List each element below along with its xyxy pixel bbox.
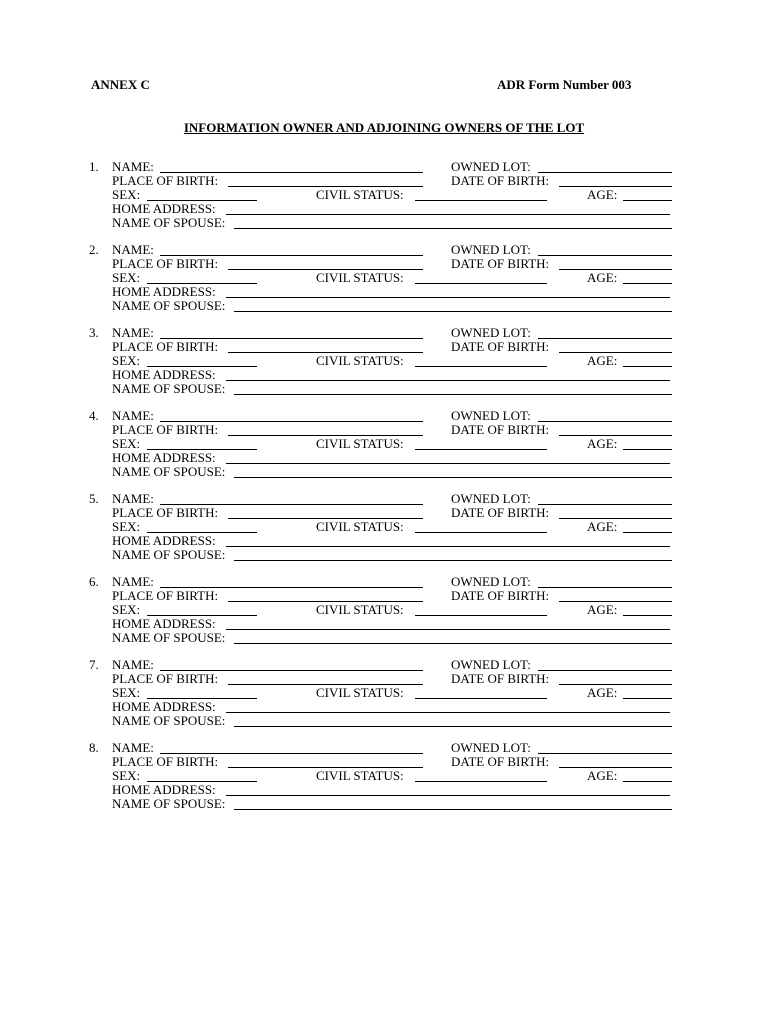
sex-row bbox=[0, 271, 768, 285]
owned-lot-field[interactable] bbox=[538, 670, 672, 671]
age-label: AGE: bbox=[587, 187, 618, 202]
name-of-spouse-field[interactable] bbox=[234, 643, 672, 644]
civil-status-label: CIVIL STATUS: bbox=[316, 353, 404, 368]
spouse-row bbox=[0, 465, 768, 479]
owner-entry bbox=[0, 243, 768, 313]
place-of-birth-label: PLACE OF BIRTH: bbox=[112, 588, 219, 603]
owned-lot-field[interactable] bbox=[538, 504, 672, 505]
entry-number: 1. bbox=[89, 159, 99, 174]
birth-row bbox=[0, 423, 768, 437]
age-field[interactable] bbox=[623, 449, 672, 450]
sex-label: SEX: bbox=[112, 602, 141, 617]
name-of-spouse-field[interactable] bbox=[234, 560, 672, 561]
sex-label: SEX: bbox=[112, 768, 141, 783]
owned-lot-field[interactable] bbox=[538, 587, 672, 588]
sex-label: SEX: bbox=[112, 187, 141, 202]
name-of-spouse-label: NAME OF SPOUSE: bbox=[112, 464, 226, 479]
age-label: AGE: bbox=[587, 270, 618, 285]
owner-entry bbox=[0, 492, 768, 562]
birth-row bbox=[0, 589, 768, 603]
name-of-spouse-field[interactable] bbox=[234, 809, 672, 810]
entry-number: 5. bbox=[89, 491, 99, 506]
sex-row bbox=[0, 520, 768, 534]
address-row bbox=[0, 202, 768, 216]
sex-label: SEX: bbox=[112, 353, 141, 368]
page-title-text: INFORMATION OWNER AND ADJOINING OWNERS OF THE LOT bbox=[183, 120, 585, 135]
place-of-birth-label: PLACE OF BIRTH: bbox=[112, 339, 219, 354]
name-label: NAME: bbox=[112, 408, 154, 423]
date-of-birth-label: DATE OF BIRTH: bbox=[451, 339, 550, 354]
home-address-field[interactable] bbox=[226, 795, 670, 796]
page-title bbox=[0, 120, 768, 136]
age-label: AGE: bbox=[587, 685, 618, 700]
address-row bbox=[0, 783, 768, 797]
owner-entry bbox=[0, 326, 768, 396]
place-of-birth-label: PLACE OF BIRTH: bbox=[112, 505, 219, 520]
age-field[interactable] bbox=[623, 283, 672, 284]
spouse-row bbox=[0, 216, 768, 230]
name-of-spouse-label: NAME OF SPOUSE: bbox=[112, 630, 226, 645]
sex-row bbox=[0, 603, 768, 617]
sex-row bbox=[0, 769, 768, 783]
place-of-birth-label: PLACE OF BIRTH: bbox=[112, 671, 219, 686]
birth-row bbox=[0, 672, 768, 686]
name-of-spouse-label: NAME OF SPOUSE: bbox=[112, 215, 226, 230]
civil-status-label: CIVIL STATUS: bbox=[316, 768, 404, 783]
name-label: NAME: bbox=[112, 657, 154, 672]
entry-number: 4. bbox=[89, 408, 99, 423]
name-of-spouse-field[interactable] bbox=[234, 726, 672, 727]
home-address-field[interactable] bbox=[226, 712, 670, 713]
annex-label: ANNEX C bbox=[91, 77, 150, 92]
entry-number: 6. bbox=[89, 574, 99, 589]
civil-status-label: CIVIL STATUS: bbox=[316, 602, 404, 617]
home-address-field[interactable] bbox=[226, 463, 670, 464]
sex-label: SEX: bbox=[112, 519, 141, 534]
age-label: AGE: bbox=[587, 353, 618, 368]
birth-row bbox=[0, 506, 768, 520]
home-address-label: HOME ADDRESS: bbox=[112, 616, 216, 631]
name-row bbox=[0, 658, 768, 672]
name-of-spouse-field[interactable] bbox=[234, 394, 672, 395]
spouse-row bbox=[0, 714, 768, 728]
name-of-spouse-label: NAME OF SPOUSE: bbox=[112, 298, 226, 313]
date-of-birth-label: DATE OF BIRTH: bbox=[451, 422, 550, 437]
owned-lot-label: OWNED LOT: bbox=[451, 574, 531, 589]
sex-label: SEX: bbox=[112, 685, 141, 700]
spouse-row bbox=[0, 382, 768, 396]
name-row bbox=[0, 326, 768, 340]
civil-status-label: CIVIL STATUS: bbox=[316, 187, 404, 202]
home-address-label: HOME ADDRESS: bbox=[112, 284, 216, 299]
name-of-spouse-field[interactable] bbox=[234, 311, 672, 312]
spouse-row bbox=[0, 631, 768, 645]
owned-lot-label: OWNED LOT: bbox=[451, 657, 531, 672]
civil-status-label: CIVIL STATUS: bbox=[316, 436, 404, 451]
sex-label: SEX: bbox=[112, 436, 141, 451]
name-label: NAME: bbox=[112, 159, 154, 174]
age-label: AGE: bbox=[587, 519, 618, 534]
name-of-spouse-field[interactable] bbox=[234, 228, 672, 229]
name-label: NAME: bbox=[112, 574, 154, 589]
entry-number: 3. bbox=[89, 325, 99, 340]
owner-entry bbox=[0, 658, 768, 728]
place-of-birth-label: PLACE OF BIRTH: bbox=[112, 422, 219, 437]
home-address-label: HOME ADDRESS: bbox=[112, 367, 216, 382]
owned-lot-field[interactable] bbox=[538, 255, 672, 256]
name-row bbox=[0, 575, 768, 589]
age-label: AGE: bbox=[587, 602, 618, 617]
name-row bbox=[0, 492, 768, 506]
date-of-birth-label: DATE OF BIRTH: bbox=[451, 505, 550, 520]
name-label: NAME: bbox=[112, 325, 154, 340]
age-label: AGE: bbox=[587, 768, 618, 783]
civil-status-label: CIVIL STATUS: bbox=[316, 685, 404, 700]
birth-row bbox=[0, 174, 768, 188]
age-field[interactable] bbox=[623, 532, 672, 533]
name-label: NAME: bbox=[112, 740, 154, 755]
age-field[interactable] bbox=[623, 200, 672, 201]
name-row bbox=[0, 741, 768, 755]
civil-status-field[interactable] bbox=[415, 366, 547, 367]
civil-status-field[interactable] bbox=[415, 200, 547, 201]
civil-status-field[interactable] bbox=[415, 449, 547, 450]
sex-row bbox=[0, 188, 768, 202]
age-field[interactable] bbox=[623, 615, 672, 616]
date-of-birth-label: DATE OF BIRTH: bbox=[451, 173, 550, 188]
civil-status-field[interactable] bbox=[415, 283, 547, 284]
name-of-spouse-label: NAME OF SPOUSE: bbox=[112, 547, 226, 562]
home-address-label: HOME ADDRESS: bbox=[112, 201, 216, 216]
sex-row bbox=[0, 354, 768, 368]
owned-lot-field[interactable] bbox=[538, 421, 672, 422]
owner-entry bbox=[0, 160, 768, 230]
name-row bbox=[0, 409, 768, 423]
owned-lot-field[interactable] bbox=[538, 338, 672, 339]
owned-lot-label: OWNED LOT: bbox=[451, 408, 531, 423]
civil-status-label: CIVIL STATUS: bbox=[316, 270, 404, 285]
home-address-label: HOME ADDRESS: bbox=[112, 782, 216, 797]
name-of-spouse-label: NAME OF SPOUSE: bbox=[112, 713, 226, 728]
age-field[interactable] bbox=[623, 366, 672, 367]
owned-lot-label: OWNED LOT: bbox=[451, 740, 531, 755]
spouse-row bbox=[0, 299, 768, 313]
name-label: NAME: bbox=[112, 491, 154, 506]
date-of-birth-label: DATE OF BIRTH: bbox=[451, 754, 550, 769]
address-row bbox=[0, 368, 768, 382]
owner-entry bbox=[0, 409, 768, 479]
civil-status-field[interactable] bbox=[415, 781, 547, 782]
address-row bbox=[0, 285, 768, 299]
home-address-field[interactable] bbox=[226, 214, 670, 215]
owner-entry bbox=[0, 741, 768, 811]
name-of-spouse-field[interactable] bbox=[234, 477, 672, 478]
form-number: ADR Form Number 003 bbox=[497, 77, 632, 92]
owned-lot-field[interactable] bbox=[538, 172, 672, 173]
place-of-birth-label: PLACE OF BIRTH: bbox=[112, 256, 219, 271]
name-row bbox=[0, 243, 768, 257]
date-of-birth-label: DATE OF BIRTH: bbox=[451, 256, 550, 271]
date-of-birth-label: DATE OF BIRTH: bbox=[451, 588, 550, 603]
civil-status-field[interactable] bbox=[415, 698, 547, 699]
owned-lot-field[interactable] bbox=[538, 753, 672, 754]
home-address-field[interactable] bbox=[226, 297, 670, 298]
owned-lot-label: OWNED LOT: bbox=[451, 325, 531, 340]
spouse-row bbox=[0, 548, 768, 562]
name-row bbox=[0, 160, 768, 174]
home-address-field[interactable] bbox=[226, 546, 670, 547]
address-row bbox=[0, 617, 768, 631]
sex-label: SEX: bbox=[112, 270, 141, 285]
owned-lot-label: OWNED LOT: bbox=[451, 242, 531, 257]
sex-row bbox=[0, 437, 768, 451]
entry-number: 8. bbox=[89, 740, 99, 755]
home-address-label: HOME ADDRESS: bbox=[112, 450, 216, 465]
age-field[interactable] bbox=[623, 698, 672, 699]
age-label: AGE: bbox=[587, 436, 618, 451]
birth-row bbox=[0, 755, 768, 769]
name-of-spouse-label: NAME OF SPOUSE: bbox=[112, 796, 226, 811]
sex-row bbox=[0, 686, 768, 700]
entry-number: 7. bbox=[89, 657, 99, 672]
home-address-label: HOME ADDRESS: bbox=[112, 533, 216, 548]
name-label: NAME: bbox=[112, 242, 154, 257]
place-of-birth-label: PLACE OF BIRTH: bbox=[112, 754, 219, 769]
owner-entry bbox=[0, 575, 768, 645]
age-field[interactable] bbox=[623, 781, 672, 782]
place-of-birth-label: PLACE OF BIRTH: bbox=[112, 173, 219, 188]
date-of-birth-label: DATE OF BIRTH: bbox=[451, 671, 550, 686]
name-of-spouse-label: NAME OF SPOUSE: bbox=[112, 381, 226, 396]
birth-row bbox=[0, 257, 768, 271]
civil-status-field[interactable] bbox=[415, 532, 547, 533]
home-address-field[interactable] bbox=[226, 380, 670, 381]
spouse-row bbox=[0, 797, 768, 811]
address-row bbox=[0, 451, 768, 465]
civil-status-label: CIVIL STATUS: bbox=[316, 519, 404, 534]
owned-lot-label: OWNED LOT: bbox=[451, 159, 531, 174]
address-row bbox=[0, 534, 768, 548]
civil-status-field[interactable] bbox=[415, 615, 547, 616]
birth-row bbox=[0, 340, 768, 354]
entry-number: 2. bbox=[89, 242, 99, 257]
home-address-field[interactable] bbox=[226, 629, 670, 630]
home-address-label: HOME ADDRESS: bbox=[112, 699, 216, 714]
address-row bbox=[0, 700, 768, 714]
owned-lot-label: OWNED LOT: bbox=[451, 491, 531, 506]
